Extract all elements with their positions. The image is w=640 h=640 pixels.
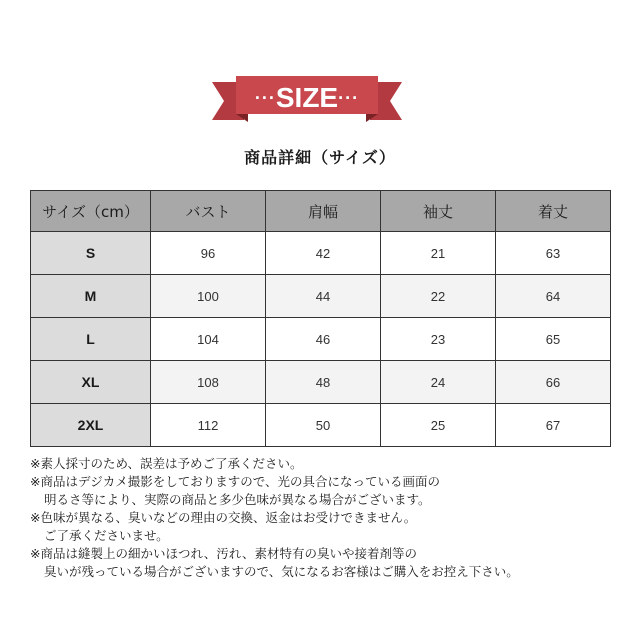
note-line: 明るさ等により、実際の商品と多少色味が異なる場合がございます。	[44, 492, 431, 507]
length-cell: 67	[496, 404, 611, 447]
bust-cell: 108	[151, 361, 266, 404]
shoulder-cell: 48	[266, 361, 381, 404]
size-cell: M	[31, 275, 151, 318]
length-cell: 64	[496, 275, 611, 318]
note-line: 臭いが残っている場合がございますので、気になるお客様はご購入をお控え下さい。	[44, 564, 519, 579]
note-line: ※素人採寸のため、誤差は予めご了承ください。	[30, 456, 303, 471]
bust-cell: 112	[151, 404, 266, 447]
table-header-row	[31, 191, 611, 232]
sleeve-cell: 21	[381, 232, 496, 275]
header-sleeve: 袖丈	[381, 191, 496, 232]
sleeve-cell: 24	[381, 361, 496, 404]
shoulder-cell: 50	[266, 404, 381, 447]
header-size: サイズ（cm）	[31, 191, 151, 232]
size-cell: XL	[31, 361, 151, 404]
banner-dots-right: ···	[338, 87, 360, 108]
table-row	[31, 404, 611, 447]
size-cell: L	[31, 318, 151, 361]
note-line: ※商品はデジカメ撮影をしておりますので、光の具合になっている画面の	[30, 474, 440, 489]
header-length: 着丈	[496, 191, 611, 232]
header-shoulder: 肩幅	[266, 191, 381, 232]
page-subtitle: 商品詳細（サイズ）	[244, 148, 396, 167]
banner-dots-left: ···	[254, 87, 276, 108]
size-cell: S	[31, 232, 151, 275]
header-bust: バスト	[151, 191, 266, 232]
sleeve-cell: 22	[381, 275, 496, 318]
table-row	[31, 361, 611, 404]
bust-cell: 100	[151, 275, 266, 318]
shoulder-cell: 44	[266, 275, 381, 318]
notes-section	[30, 455, 620, 581]
note-line: ご了承くださいませ。	[44, 528, 169, 543]
banner-label	[212, 72, 402, 124]
banner-title: SIZE	[275, 82, 339, 113]
length-cell: 65	[496, 318, 611, 361]
sleeve-cell: 23	[381, 318, 496, 361]
table-row	[31, 275, 611, 318]
length-cell: 63	[496, 232, 611, 275]
length-cell: 66	[496, 361, 611, 404]
note-line: ※色味が異なる、臭いなどの理由の交換、返金はお受けできません。	[30, 510, 417, 525]
size-banner	[212, 72, 402, 124]
note-line: ※商品は縫製上の細かいほつれ、汚れ、素材特有の臭いや接着剤等の	[30, 546, 417, 561]
size-table	[30, 190, 611, 447]
table-row	[31, 318, 611, 361]
table-row	[31, 232, 611, 275]
bust-cell: 104	[151, 318, 266, 361]
shoulder-cell: 42	[266, 232, 381, 275]
shoulder-cell: 46	[266, 318, 381, 361]
bust-cell: 96	[151, 232, 266, 275]
sleeve-cell: 25	[381, 404, 496, 447]
size-cell: 2XL	[31, 404, 151, 447]
